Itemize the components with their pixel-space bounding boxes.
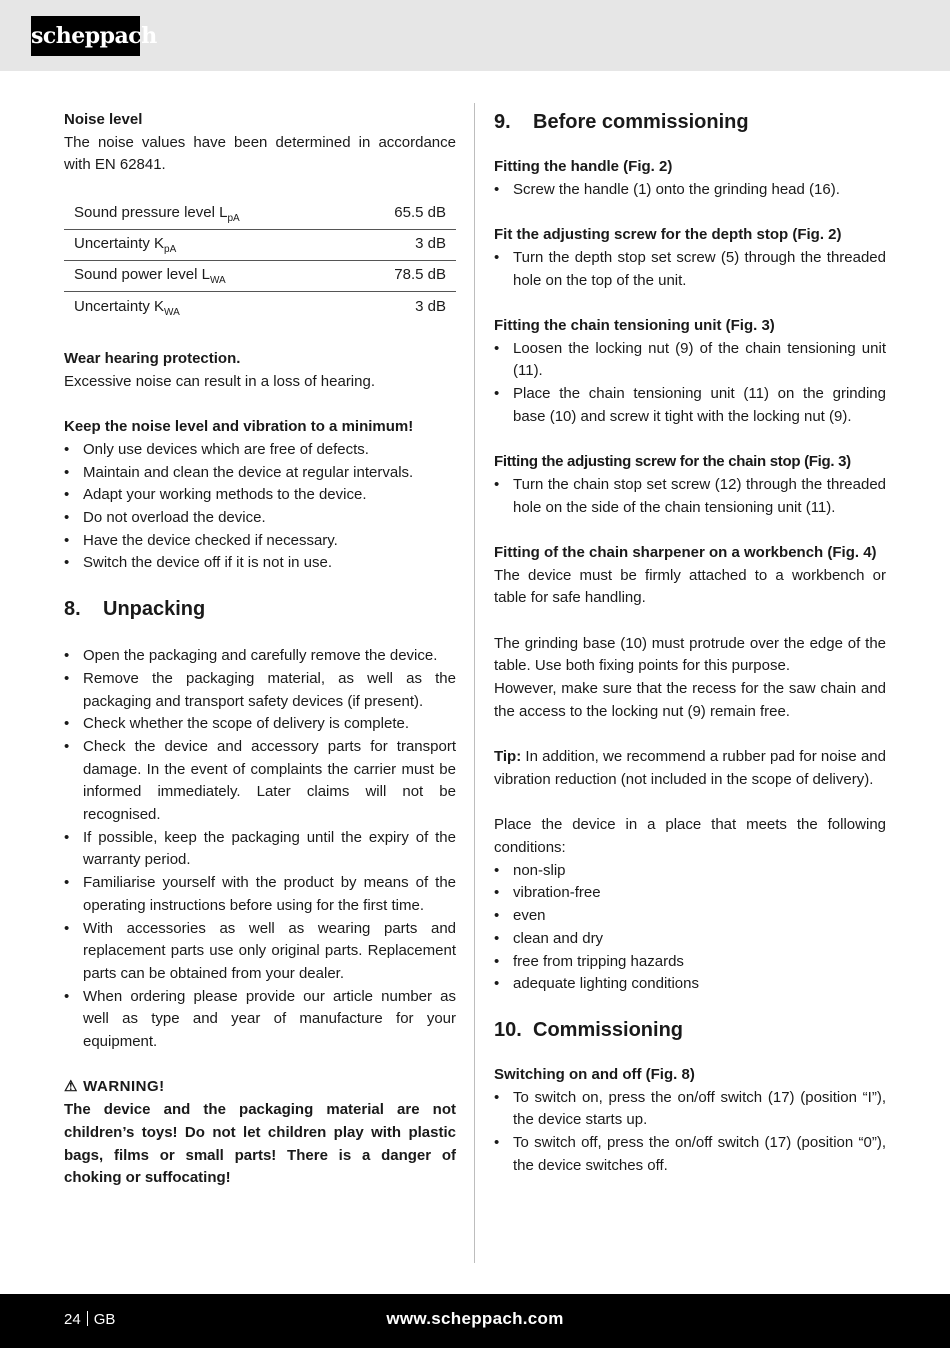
- list-item: • Turn the chain stop set screw (12) through the threaded hole on the side of the chain tensioning unit (11).: [494, 474, 886, 519]
- base-text-2: However, make sure that the recess for the saw chain and the access to the locking nut (9) remain free.: [494, 680, 886, 720]
- right-column: [494, 109, 886, 1177]
- warning-icon: ⚠: [64, 1078, 78, 1096]
- list-item: • adequate lighting conditions: [494, 973, 886, 996]
- list-item: • Turn the depth stop set screw (5) through the threaded hole on the top of the unit.: [494, 247, 886, 292]
- website-link[interactable]: www.scheppach.com: [386, 1309, 564, 1328]
- table-row: [64, 229, 456, 260]
- page-number-value: 24: [64, 1311, 81, 1328]
- list-item: • Maintain and clean the device at regular intervals.: [64, 462, 456, 485]
- table-label: Sound pressure level $L_{pA}$: [64, 198, 347, 229]
- workbench-heading: Fitting of the chain sharpener on a workbench (Fig. 4): [494, 543, 877, 561]
- handle-heading: Fitting the handle (Fig. 2): [494, 158, 673, 175]
- left-column: [64, 109, 456, 1190]
- table-label: Sound power level $L_{WA}$: [64, 260, 347, 291]
- switch-list: [494, 1087, 886, 1178]
- list-item: • To switch on, press the on/off switch (17) (position “I”), the device starts up.: [494, 1087, 886, 1132]
- section-heading-commissioning: [494, 1017, 886, 1043]
- list-item: • Loosen the locking nut (9) of the chain tensioning unit (11).: [494, 338, 886, 383]
- list-item: • Remove the packaging material, as well as the packaging and transport safety devices (if present).: [64, 668, 456, 713]
- tension-list: [494, 338, 886, 429]
- warning-label: WARNING!: [83, 1078, 165, 1096]
- handle-list: [494, 179, 886, 202]
- section-number: 9.: [494, 111, 511, 133]
- list-item: • Place the chain tensioning unit (11) on the grinding base (10) and screw it tight with the locking nut (9).: [494, 383, 886, 428]
- minimum-list: [64, 439, 456, 575]
- noise-heading: Noise level: [64, 111, 143, 128]
- list-item: • clean and dry: [494, 928, 886, 951]
- workbench-text: The device must be firmly attached to a workbench or table for safe handling.: [494, 566, 886, 607]
- list-item: • Adapt your working methods to the device.: [64, 484, 456, 507]
- table-label: Uncertainty $K_{WA}$: [74, 297, 180, 318]
- noise-text: The noise values have been determined in accordance with EN 62841.: [64, 133, 456, 174]
- noise-table: [64, 198, 456, 322]
- chain-stop-list: [494, 474, 886, 519]
- base-text-1: The grinding base (10) must protrude over the edge of the table. Use both fixing points for this purpose.: [494, 634, 886, 675]
- hearing-heading: Wear hearing protection.: [64, 350, 241, 368]
- section-heading-before-commissioning: [494, 109, 886, 135]
- tip-text: In addition, we recommend a rubber pad for noise and vibration reduction (not included in the scope of delivery).: [494, 748, 886, 788]
- list-item: • With accessories as well as wearing parts and replacement parts use only original parts. Replacement parts can be obtained from your dealer.: [64, 918, 456, 986]
- list-item: • To switch off, press the on/off switch (17) (position “0”), the device switches off.: [494, 1132, 886, 1177]
- table-value: 3 dB: [347, 229, 456, 260]
- section-title: Commissioning: [533, 1018, 684, 1041]
- place-text: Place the device in a place that meets the following conditions:: [494, 816, 886, 856]
- switch-heading: Switching on and off (Fig. 8): [494, 1065, 695, 1083]
- table-row: [64, 260, 456, 291]
- depth-stop-heading: Fit the adjusting screw for the depth stop (Fig. 2): [494, 226, 842, 244]
- table-value: 78.5 dB: [347, 260, 456, 291]
- list-item: • non-slip: [494, 860, 886, 883]
- list-item: • free from tripping hazards: [494, 951, 886, 974]
- page-footer: [0, 1294, 950, 1348]
- list-item: • Check the device and accessory parts for transport damage. In the event of complaints the carrier must be informed immediately. Later claims will not be recognised.: [64, 736, 456, 827]
- unpacking-list: [64, 645, 456, 1054]
- warning-text: The device and the packaging material are not children’s toys! Do not let children play with plastic bags, films or small parts! There is a danger of choking or suffocating!: [64, 1101, 456, 1187]
- list-item: • Have the device checked if necessary.: [64, 530, 456, 553]
- chain-stop-heading: Fitting the adjusting screw for the chain stop (Fig. 3): [494, 453, 851, 471]
- section-heading-unpacking: [64, 596, 456, 622]
- list-item: • When ordering please provide our article number as well as type and year of manufacture for your equipment.: [64, 986, 456, 1054]
- page-header: [0, 0, 950, 71]
- brand-logo: scheppach: [31, 16, 140, 56]
- depth-stop-list: [494, 247, 886, 292]
- minimum-heading: Keep the noise level and vibration to a minimum!: [64, 418, 414, 436]
- column-divider: [474, 103, 475, 1263]
- tension-heading: Fitting the chain tensioning unit (Fig. 3): [494, 316, 775, 334]
- table-label: Uncertainty $K_{pA}$: [64, 229, 347, 260]
- hearing-text: Excessive noise can result in a loss of hearing.: [64, 372, 375, 390]
- list-item: • Only use devices which are free of defects.: [64, 439, 456, 462]
- list-item: • even: [494, 905, 886, 928]
- tip-label: Tip:: [494, 748, 522, 766]
- table-row: [64, 291, 456, 322]
- list-item: • If possible, keep the packaging until the expiry of the warranty period.: [64, 827, 456, 872]
- table-row: [64, 198, 456, 229]
- list-item: • vibration-free: [494, 882, 886, 905]
- language-code: GB: [93, 1311, 116, 1328]
- list-item: • Check whether the scope of delivery is complete.: [64, 713, 456, 736]
- list-item: • Familiarise yourself with the product by means of the operating instructions before using for the first time.: [64, 872, 456, 917]
- table-value: 3 dB: [415, 297, 446, 315]
- section-title: Unpacking: [103, 598, 206, 621]
- list-item: • Screw the handle (1) onto the grinding head (16).: [494, 179, 886, 202]
- table-value: 65.5 dB: [347, 198, 456, 229]
- list-item: • Switch the device off if it is not in use.: [64, 552, 456, 575]
- list-item: • Do not overload the device.: [64, 507, 456, 530]
- place-list: [494, 860, 886, 996]
- list-item: • Open the packaging and carefully remove the device.: [64, 645, 456, 668]
- warning-heading: [64, 1076, 456, 1099]
- section-title: Before commissioning: [533, 111, 749, 133]
- section-number: 8.: [64, 598, 81, 621]
- tip-paragraph: [494, 746, 886, 791]
- section-number: 10.: [494, 1018, 522, 1041]
